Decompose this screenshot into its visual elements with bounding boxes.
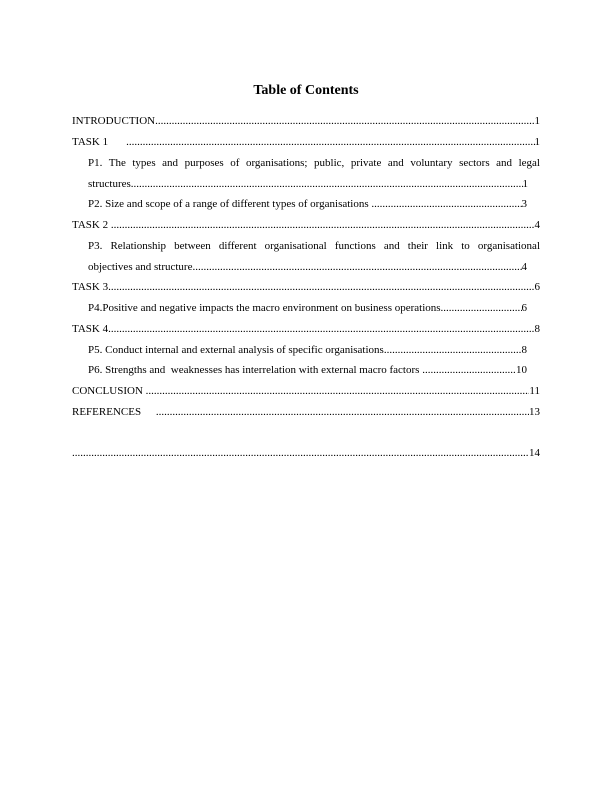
toc-entry-p2[interactable]: [88, 197, 527, 211]
toc-entry-label: P4.Positive and negative impacts the macro environment on business operations: [88, 302, 441, 314]
toc-entry-p1[interactable]: [88, 177, 528, 191]
toc-entry-references[interactable]: [72, 405, 540, 419]
toc-entry-page: 13: [529, 406, 540, 418]
toc-entry-label: P2. Size and scope of a range of different types of organisations: [88, 198, 372, 210]
toc-leader-dots: [384, 343, 522, 357]
toc-leader-dots: [441, 301, 522, 315]
toc-entry-page: 11: [529, 385, 540, 397]
toc-leader-dots: [126, 135, 534, 149]
toc-leader-dots: [156, 405, 529, 419]
toc-entry-p3-line1[interactable]: P3. Relationship between different organisational functions and their link to organisational: [88, 240, 540, 252]
toc-entry-page: 14: [529, 447, 540, 459]
toc-entry-page: 1: [522, 178, 528, 190]
toc-leader-dots: [192, 260, 521, 274]
toc-leader-dots: [108, 280, 534, 294]
toc-entry-task-3[interactable]: [72, 280, 540, 294]
toc-entry-p3[interactable]: [88, 260, 527, 274]
toc-leader-dots: [146, 384, 530, 398]
toc-entry-conclusion[interactable]: [72, 384, 540, 398]
toc-leader-dots: [371, 197, 521, 211]
toc-entry-label: INTRODUCTION: [72, 115, 156, 127]
toc-entry-p1-line1[interactable]: P1. The types and purposes of organisations; public, private and voluntary sectors and legal: [88, 157, 540, 169]
toc-entry-label: structures: [88, 178, 131, 190]
toc-leader-dots: [108, 322, 534, 336]
toc-leader-dots: [131, 177, 523, 191]
toc-entry-label: CONCLUSION: [72, 385, 146, 397]
toc-entry-page: 3: [521, 198, 527, 210]
toc-entry-label: TASK 2: [72, 219, 111, 231]
toc-entry-page: 8: [521, 344, 527, 356]
toc-entry-label: objectives and structure: [88, 261, 193, 273]
toc-entry-label: P6. Strengths and weaknesses has interrelation with external macro factors: [88, 364, 423, 376]
toc-entry-label: P5. Conduct internal and external analysis of specific organisations: [88, 344, 384, 356]
toc-entry-page: 6: [534, 281, 540, 293]
toc-leader-dots: [72, 446, 529, 460]
toc-entry-label: TASK 3: [72, 281, 109, 293]
toc-entry-label: TASK 1: [72, 136, 109, 148]
toc-entry-page: 8: [534, 323, 540, 335]
toc-entry-task-1[interactable]: [72, 135, 540, 149]
toc-entry-page: 1: [534, 115, 540, 127]
toc-entry-task-2[interactable]: [72, 218, 540, 232]
toc-entry-task-4[interactable]: [72, 322, 540, 336]
toc-entry-page: 4: [534, 219, 540, 231]
toc-entry-introduction[interactable]: [72, 114, 540, 128]
toc-leader-dots: [111, 218, 535, 232]
toc-title: Table of Contents: [253, 83, 359, 98]
toc-entry-label: REFERENCES: [72, 406, 144, 418]
toc-entry-page: 1: [534, 136, 540, 148]
toc-entry-page: 4: [521, 261, 527, 273]
toc-entry-label: TASK 4: [72, 323, 109, 335]
toc-entry-unlabeled[interactable]: [72, 446, 540, 460]
toc-entry-p4[interactable]: [88, 301, 527, 315]
toc-entry-page: 10: [516, 364, 527, 376]
toc-leader-dots: [155, 114, 534, 128]
toc-entry-page: 6: [521, 302, 527, 314]
toc-leader-dots: [422, 363, 516, 377]
toc-entry-p6[interactable]: [88, 363, 527, 377]
toc-entry-p5[interactable]: [88, 343, 527, 357]
